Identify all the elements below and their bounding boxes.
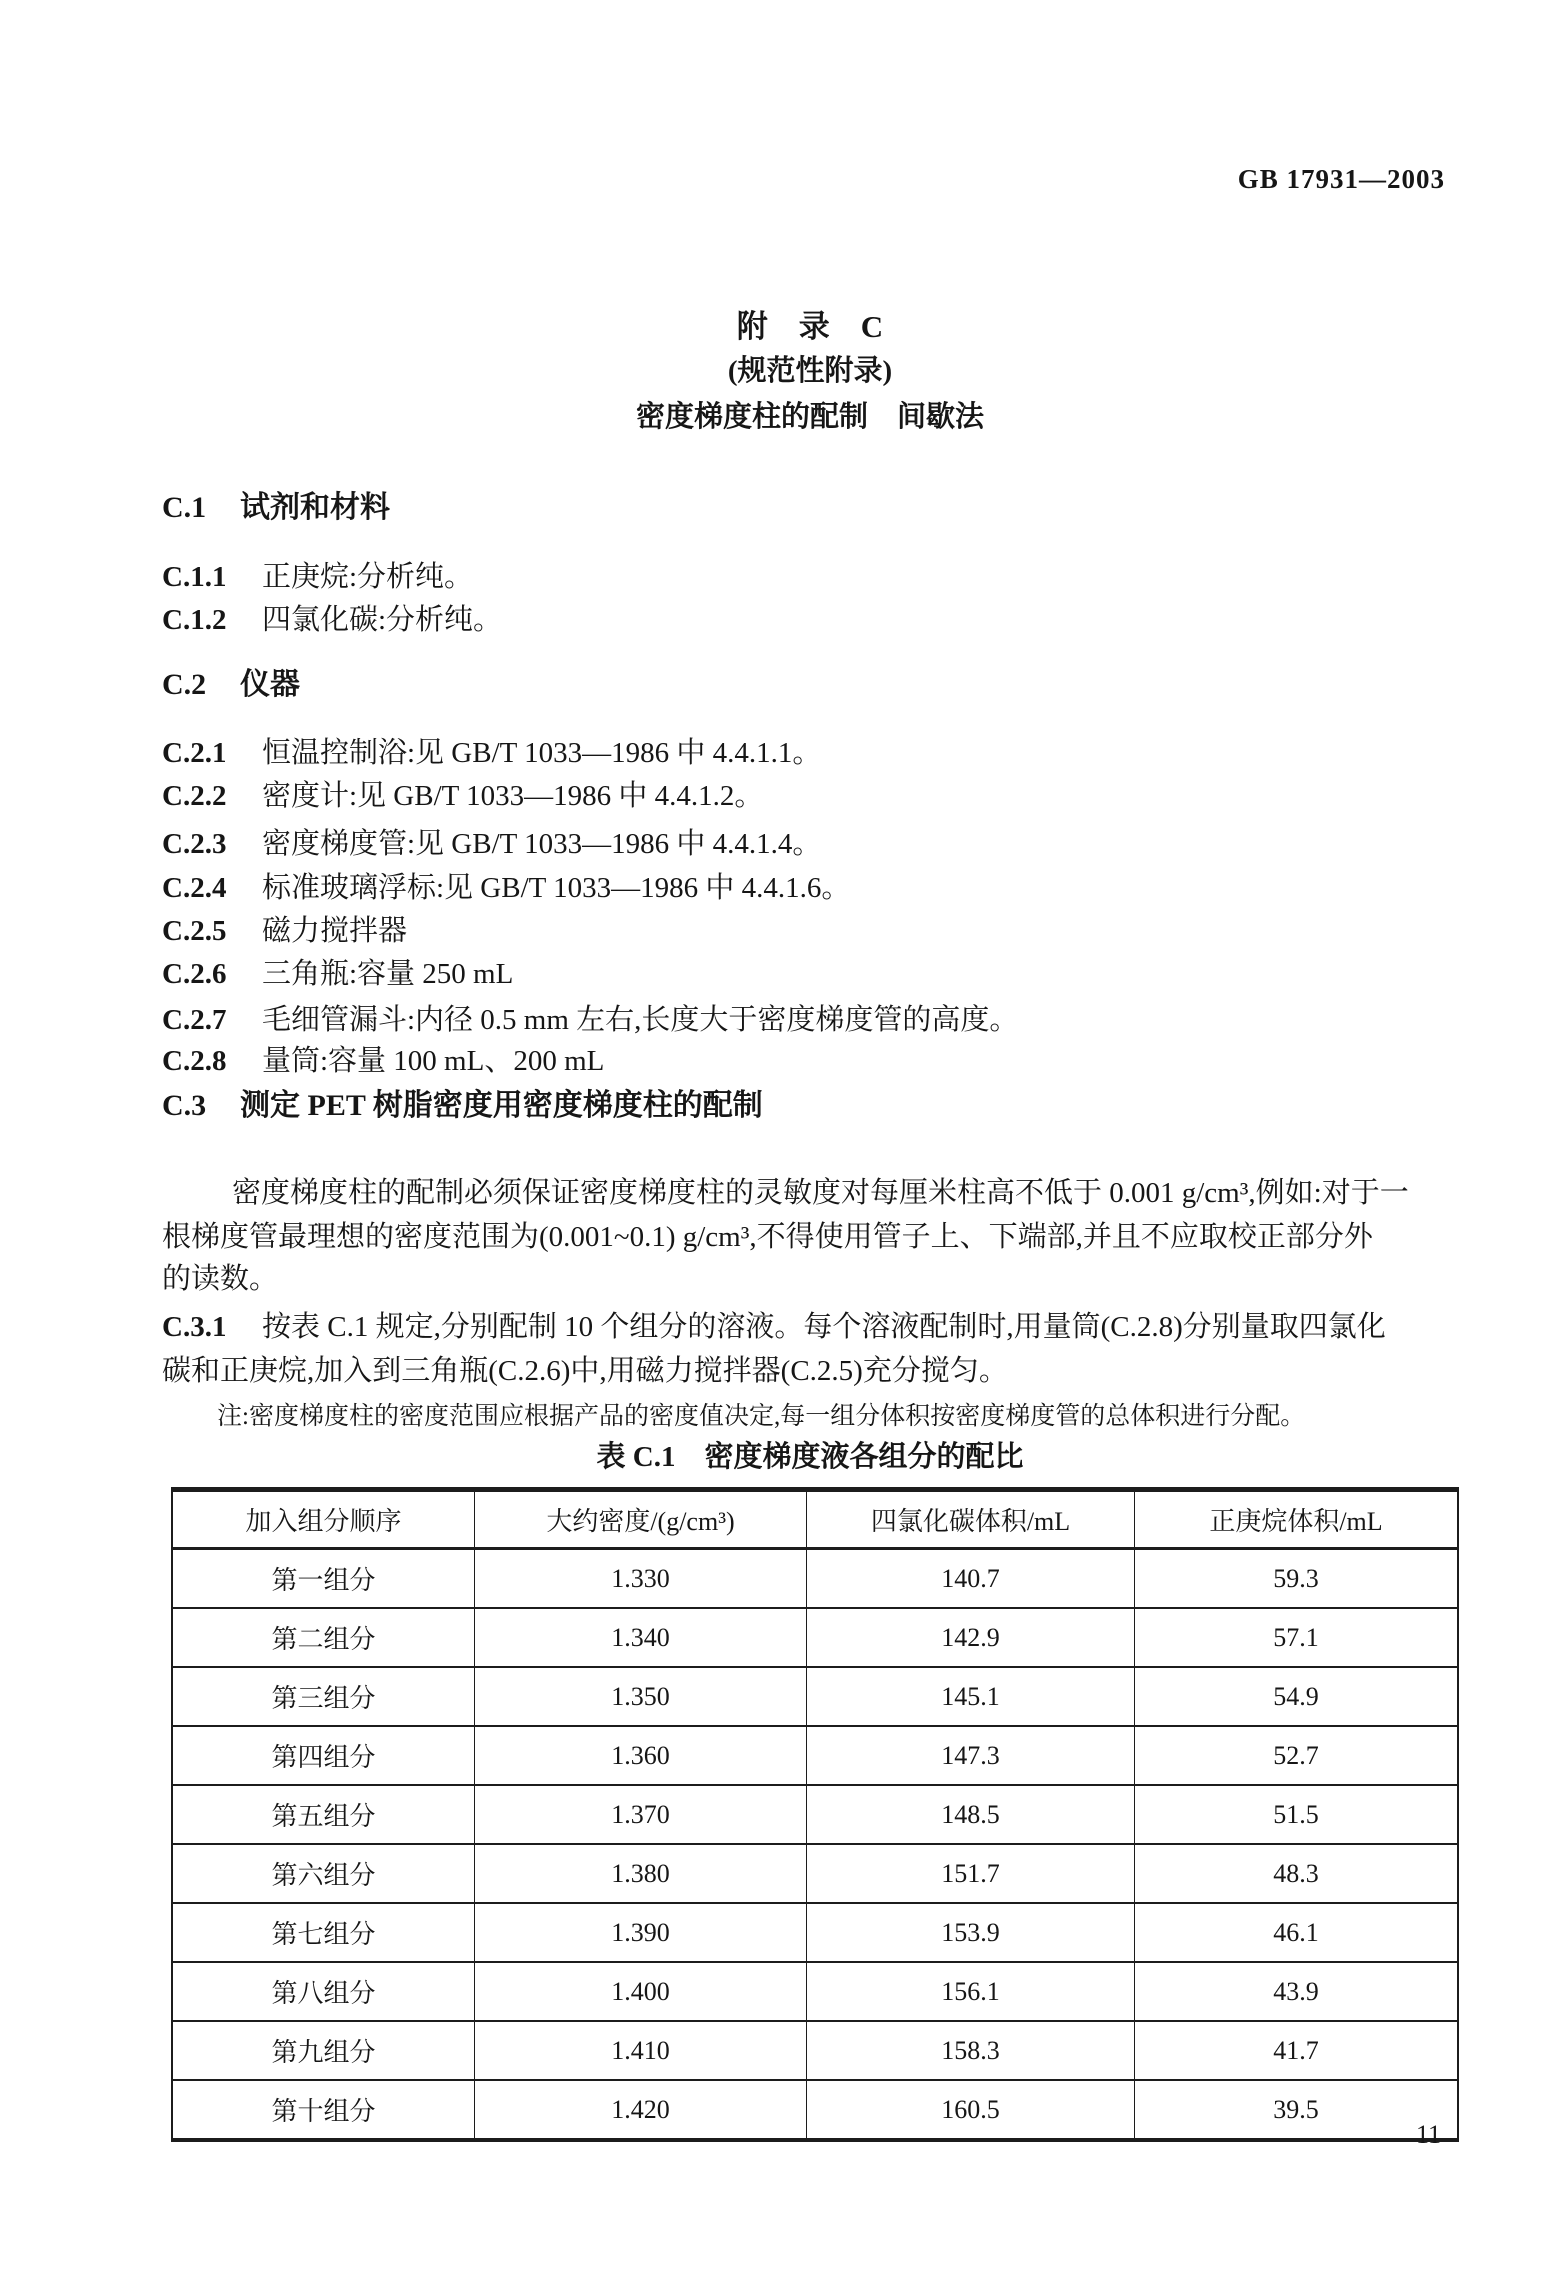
table-cell: 1.410 [474, 2022, 806, 2079]
clause-number: C.2.6 [162, 958, 227, 990]
table-row [173, 1902, 1457, 1961]
table-cell: 140.7 [806, 1550, 1134, 1607]
table-cell: 54.9 [1134, 1668, 1457, 1725]
table-cell: 1.400 [474, 1963, 806, 2020]
clause-text: 标准玻璃浮标:见 GB/T 1033—1986 中 4.4.1.6。 [262, 872, 851, 904]
table-cell: 1.380 [474, 1845, 806, 1902]
table-header-cell: 正庚烷体积/mL [1134, 1492, 1457, 1547]
table-cell: 第二组分 [271, 1625, 376, 1654]
table-header-cell: 四氯化碳体积/mL [806, 1492, 1134, 1547]
appendix-subtitle: (规范性附录) [727, 355, 893, 387]
page-number: 11 [1416, 2120, 1442, 2149]
section-c2-heading [162, 666, 1458, 704]
table-header-cell: 大约密度/(g/cm³) [474, 1492, 806, 1547]
clause-number: C.2.8 [162, 1045, 227, 1077]
table-cell: 第七组分 [271, 1920, 376, 1949]
table-cell: 153.9 [806, 1904, 1134, 1961]
table-row [173, 1607, 1457, 1666]
table-cell: 59.3 [1134, 1550, 1457, 1607]
table-cell: 147.3 [806, 1727, 1134, 1784]
clause-text: 密度梯度管:见 GB/T 1033—1986 中 4.4.1.4。 [262, 828, 822, 860]
table-cell: 第一组分 [271, 1566, 376, 1595]
table-cell: 158.3 [806, 2022, 1134, 2079]
table-cell: 48.3 [1134, 1845, 1457, 1902]
table-cell: 第九组分 [271, 2038, 376, 2067]
clause-c2-3 [162, 825, 1458, 863]
table-cell: 第五组分 [271, 1802, 376, 1831]
paragraph-line: 的读数。 [162, 1263, 279, 1295]
table-cell: 46.1 [1134, 1904, 1457, 1961]
clause-c2-2 [162, 777, 1458, 815]
table-cell: 41.7 [1134, 2022, 1457, 2079]
table-note: 注:密度梯度柱的密度范围应根据产品的密度值决定,每一组分体积按密度梯度管的总体积进行分配。 [217, 1403, 1306, 1430]
table-row [173, 1725, 1457, 1784]
table-c1 [171, 1487, 1459, 2142]
clause-text: 四氯化碳:分析纯。 [262, 604, 503, 636]
clause-text: 恒温控制浴:见 GB/T 1033—1986 中 4.4.1.1。 [262, 737, 822, 769]
clause-text: 三角瓶:容量 250 mL [262, 958, 514, 990]
clause-number: C.2.2 [162, 780, 227, 812]
clause-c1-2 [162, 601, 1458, 639]
table-cell: 145.1 [806, 1668, 1134, 1725]
clause-c2-7 [162, 1001, 1458, 1039]
clause-text: 磁力搅拌器 [262, 915, 408, 947]
appendix-heading: 密度梯度柱的配制 间歇法 [635, 401, 984, 433]
table-cell: 第四组分 [271, 1743, 376, 1772]
clause-title: 仪器 [240, 668, 300, 701]
table-cell: 第六组分 [271, 1861, 376, 1890]
table-cell: 57.1 [1134, 1609, 1457, 1666]
clause-c2-4 [162, 869, 1458, 907]
clause-number: C.1 [162, 491, 207, 524]
clause-number: C.2.5 [162, 915, 227, 947]
table-row [173, 1843, 1457, 1902]
table-cell: 142.9 [806, 1609, 1134, 1666]
paragraph-line: 根梯度管最理想的密度范围为(0.001~0.1) g/cm³,不得使用管子上、下端部,并且不应取校正部分外 [162, 1221, 1373, 1253]
clause-text: 密度计:见 GB/T 1033—1986 中 4.4.1.2。 [262, 780, 764, 812]
clause-number: C.3 [162, 1089, 207, 1122]
table-cell: 160.5 [806, 2081, 1134, 2138]
table-header-row [173, 1492, 1457, 1547]
section-c3-heading [162, 1087, 1458, 1125]
clause-number: C.1.1 [162, 561, 227, 593]
table-cell: 148.5 [806, 1786, 1134, 1843]
clause-title: 测定 PET 树脂密度用密度梯度柱的配制 [240, 1089, 763, 1122]
table-cell: 156.1 [806, 1963, 1134, 2020]
clause-number: C.2.4 [162, 872, 227, 904]
clause-c3-1 [162, 1308, 1458, 1346]
table-cell: 第三组分 [271, 1684, 376, 1713]
clause-text: 毛细管漏斗:内径 0.5 mm 左右,长度大于密度梯度管的高度。 [262, 1004, 1019, 1036]
table-cell: 52.7 [1134, 1727, 1457, 1784]
table-row [173, 1784, 1457, 1843]
table-cell: 1.350 [474, 1668, 806, 1725]
table-cell: 1.330 [474, 1550, 806, 1607]
table-cell: 51.5 [1134, 1786, 1457, 1843]
standard-code: GB 17931—2003 [1237, 164, 1445, 194]
table-cell: 1.420 [474, 2081, 806, 2138]
clause-text: 量筒:容量 100 mL、200 mL [262, 1045, 605, 1077]
table-cell: 39.5 [1134, 2081, 1457, 2138]
clause-title: 试剂和材料 [240, 491, 390, 524]
clause-c2-5 [162, 912, 1458, 950]
clause-c2-6 [162, 955, 1458, 993]
table-cell: 1.370 [474, 1786, 806, 1843]
paragraph-line: 密度梯度柱的配制必须保证密度梯度柱的灵敏度对每厘米柱高不低于 0.001 g/cm³,例如:对于一 [232, 1177, 1409, 1209]
table-row [173, 1666, 1457, 1725]
table-cell: 第八组分 [271, 1979, 376, 2008]
clause-text: 按表 C.1 规定,分别配制 10 个组分的溶液。每个溶液配制时,用量筒(C.2.8)分别量取四氯化 [262, 1311, 1386, 1343]
clause-number: C.1.2 [162, 604, 227, 636]
clause-text: 正庚烷:分析纯。 [262, 561, 474, 593]
table-cell: 1.360 [474, 1727, 806, 1784]
table-cell: 43.9 [1134, 1963, 1457, 2020]
clause-number: C.2.3 [162, 828, 227, 860]
table-row [173, 1961, 1457, 2020]
table-cell: 1.340 [474, 1609, 806, 1666]
clause-c2-1 [162, 734, 1458, 772]
table-row [173, 2079, 1457, 2138]
table-header-cell: 加入组分顺序 [245, 1507, 402, 1536]
table-row [173, 2020, 1457, 2079]
table-caption: 表 C.1 密度梯度液各组分的配比 [596, 1441, 1024, 1473]
clause-number: C.2 [162, 668, 207, 701]
clause-number: C.2.7 [162, 1004, 227, 1036]
appendix-title: 附 录 C [736, 309, 884, 344]
section-c1-heading [162, 489, 1458, 527]
table-row [173, 1547, 1457, 1607]
table-cell: 1.390 [474, 1904, 806, 1961]
table-cell: 第十组分 [271, 2097, 376, 2126]
table-cell: 151.7 [806, 1845, 1134, 1902]
page-content [162, 0, 1458, 2292]
clause-c2-8 [162, 1042, 1458, 1080]
clause-c1-1 [162, 558, 1458, 596]
clause-number: C.2.1 [162, 737, 227, 769]
clause-c3-1-continued: 碳和正庚烷,加入到三角瓶(C.2.6)中,用磁力搅拌器(C.2.5)充分搅匀。 [162, 1355, 1008, 1387]
clause-number: C.3.1 [162, 1311, 227, 1343]
